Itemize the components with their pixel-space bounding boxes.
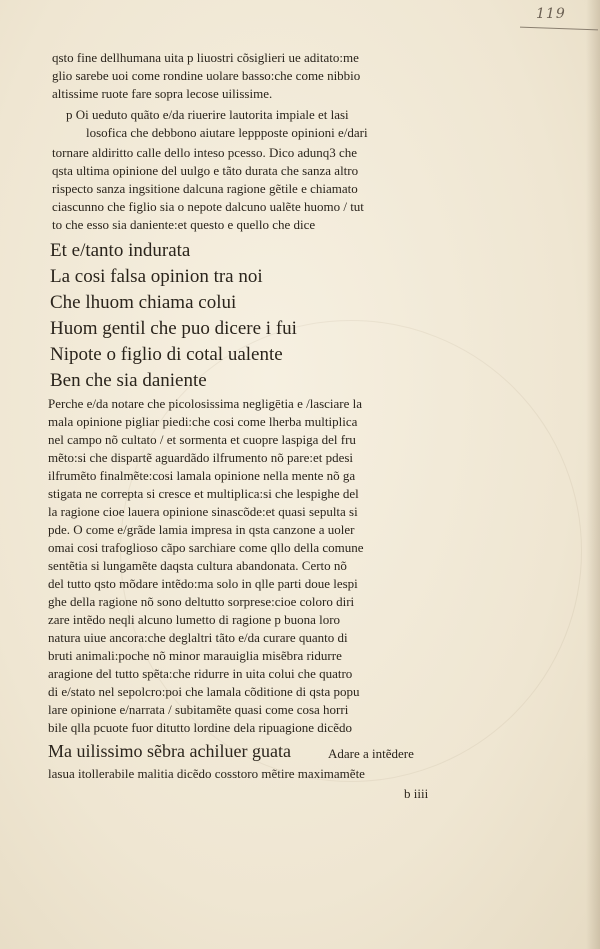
- text-line: pde. O come e/grãde lamia impresa in qsta canzone a uoler: [48, 522, 355, 537]
- text-line: zare intẽdo neqli alcuno lumetto di ragione p buona loro: [48, 612, 341, 627]
- text-line: ciascunno che figlio sia o nepote dalcuno ualẽte huomo / tut: [52, 199, 364, 214]
- text-line: to che esso sia daniente:et questo e quello che dice: [52, 217, 316, 232]
- text-line: p Oi ueduto quãto e/da riuerire lautorita impiale et lasi: [66, 107, 349, 122]
- text-line: bile qlla pcuote fuor ditutto lordine dela ripuagione dicẽdo: [48, 720, 352, 735]
- verse-line: La cosi falsa opinion tra noi: [50, 266, 263, 287]
- text-line: bruti animali:poche nõ minor marauiglia misẽbra ridurre: [48, 648, 342, 663]
- verse-line: Ma uilissimo sẽbra achiluer guata: [48, 741, 291, 761]
- text-line: natura uiue ancora:che deglaltri tãto e/da curare quanto di: [48, 630, 348, 645]
- text-line: sentẽtia si lungamẽte daqsta cultura abandonata. Certo nõ: [48, 558, 347, 573]
- verse-line: Ben che sia daniente: [50, 370, 207, 391]
- text-line: mẽto:si che dispartẽ aguardãdo ilfrumento nõ pare:et pdesi: [48, 450, 354, 465]
- verse-line: Che lhuom chiama colui: [50, 292, 237, 313]
- text-line: ilfrumẽto finalmẽte:cosi lamala opinione nella mente nõ ga: [48, 468, 356, 483]
- text-line: lasua itollerabile malitia dicẽdo cosstoro mẽtire maximamẽte: [48, 766, 365, 781]
- verse-line: Huom gentil che puo dicere i fui: [50, 318, 297, 339]
- text-line: qsta ultima opinione del uulgo e tãto durata che sanza altro: [52, 163, 359, 178]
- page-edge-shadow: [586, 0, 600, 949]
- text-line: Perche e/da notare che picolosissima negligētia e /lasciare la: [48, 396, 363, 411]
- text-line: la ragione cioe lauera opinione sinascõde:et quasi sepulta si: [48, 504, 358, 519]
- signature-mark: b iiii: [404, 786, 429, 801]
- folio-number: 119: [536, 6, 566, 22]
- text-line: Adare a intẽdere: [328, 746, 414, 761]
- text-line: rispecto sanza ingsitione dalcuna ragione gẽtile e chiamato: [52, 181, 358, 196]
- text-line: stigata ne correpta si cresce et multiplica:si che lespighe del: [48, 486, 359, 501]
- text-line: del tutto qsto mõdare intẽdo:ma solo in qlle parti doue lespi: [48, 576, 358, 591]
- text-line: losofica che debbono aiutare leppposte opinioni e/dari: [86, 125, 368, 140]
- text-line: nel campo nõ cultato / et sormenta et cuopre laspiga del fru: [48, 432, 356, 447]
- text-line: omai cosi trafoglioso cãpo sarchiare come qllo della comune: [48, 540, 364, 555]
- verse-line: Nipote o figlio di cotal ualente: [50, 344, 283, 365]
- text-line: mala opinione pigliar piedi:che cosi come lherba multiplica: [48, 414, 358, 429]
- text-line: qsto fine dellhumana uita p liuostri cõsiglieri ue aditato:me: [52, 50, 359, 65]
- text-line: tornare aldiritto calle dello inteso pcesso. Dico adunq3 che: [52, 145, 358, 160]
- text-line: ghe della ragione nõ sono deltutto sorprese:cioe coloro diri: [48, 594, 355, 609]
- text-line: lare opinione e/narrata / subitamẽte quasi come cosa horri: [48, 702, 349, 717]
- text-line: glio sarebe uoi come rondine uolare basso:che come nibbio: [52, 68, 361, 83]
- text-line: aragione del tutto spẽta:che ridurre in uita colui che quatro: [48, 666, 353, 681]
- text-line: di e/stato nel sepolcro:poi che lamala cõditione di qsta popu: [48, 684, 360, 699]
- text-line: altissime ruote fare sopra lecose uilissime.: [52, 86, 273, 101]
- verse-line: Et e/tanto indurata: [50, 240, 191, 261]
